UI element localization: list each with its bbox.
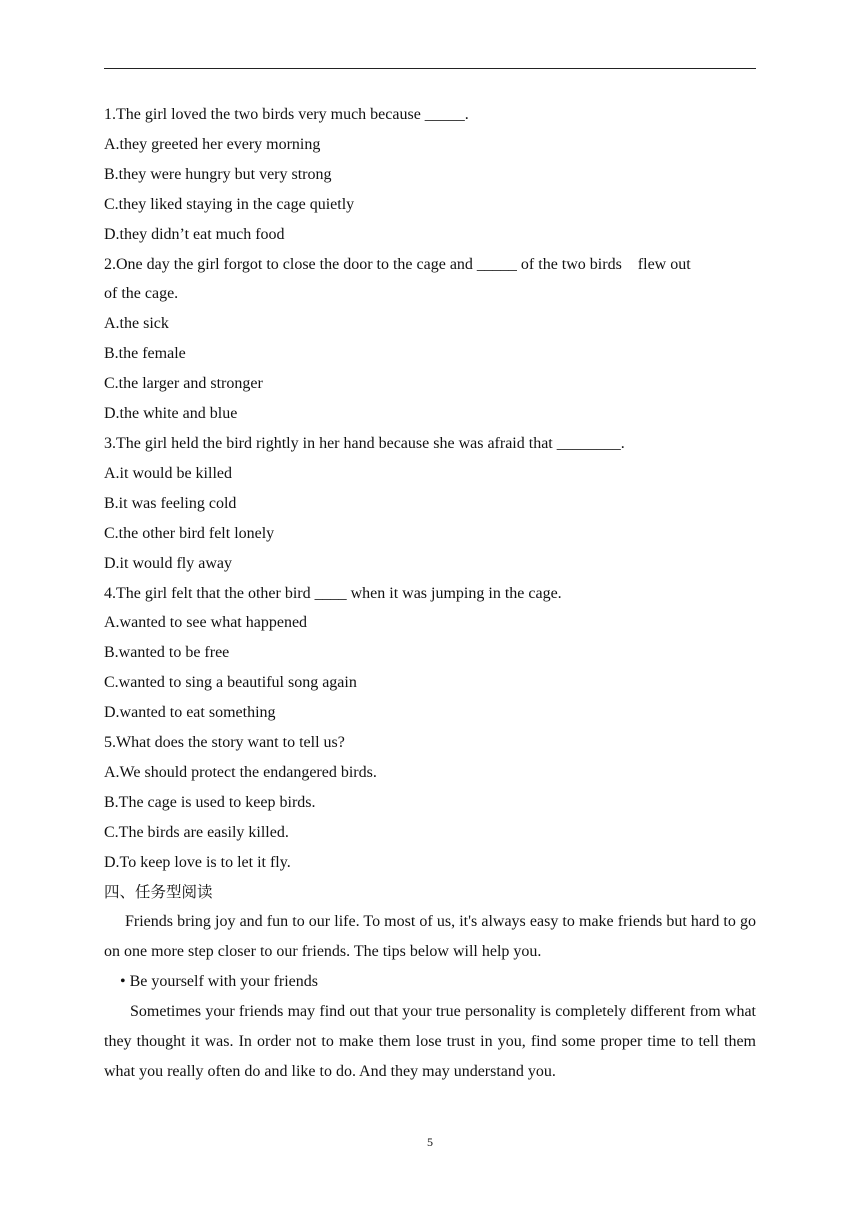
- question-1: [104, 100, 756, 250]
- option-d: D.it would fly away: [104, 554, 232, 572]
- question-stem-continued: of the cage.: [104, 285, 179, 303]
- option-d: D.they didn’t eat much food: [104, 225, 285, 243]
- question-stem: 3.The girl held the bird rightly in her hand because she was afraid that ________.: [104, 434, 625, 452]
- question-3: [104, 429, 756, 579]
- question-4: [104, 579, 756, 729]
- intro-paragraph: Friends bring joy and fun to our life. To most of us, it's always easy to make friends but hard to go on one more step closer to our friends. The tips below will help you.: [104, 913, 756, 961]
- option-d: D.wanted to eat something: [104, 704, 276, 722]
- question-5: [104, 728, 756, 878]
- document-body: [104, 100, 756, 1087]
- tip-paragraph: Sometimes your friends may find out that your true personality is completely different from what they thought it was. In order not to make them lose trust in you, find some proper time to tell them what you really often do and like to do. And they may understand you.: [104, 1003, 756, 1080]
- option-c: C.wanted to sing a beautiful song again: [104, 674, 357, 692]
- option-a: A.We should protect the endangered birds.: [104, 763, 377, 781]
- question-stem: 5.What does the story want to tell us?: [104, 734, 345, 752]
- question-stem: 4.The girl felt that the other bird ____ when it was jumping in the cage.: [104, 584, 562, 602]
- question-stem: 1.The girl loved the two birds very much because _____.: [104, 106, 469, 123]
- option-d: D.To keep love is to let it fly.: [104, 853, 291, 871]
- option-c: C.the other bird felt lonely: [104, 524, 275, 542]
- option-a: A.wanted to see what happened: [104, 614, 308, 632]
- question-2: [104, 250, 756, 429]
- section-heading: 四、任务型阅读: [104, 882, 213, 901]
- option-a: A.the sick: [104, 315, 169, 333]
- option-b: B.The cage is used to keep birds.: [104, 793, 316, 811]
- tip-title: • Be yourself with your friends: [120, 973, 319, 991]
- option-c: C.The birds are easily killed.: [104, 823, 289, 841]
- option-c: C.the larger and stronger: [104, 375, 263, 393]
- option-a: A.it would be killed: [104, 464, 232, 482]
- question-stem: 2.One day the girl forgot to close the door to the cage and _____ of the two birds flew out: [104, 255, 691, 273]
- option-d: D.the white and blue: [104, 405, 238, 423]
- option-b: B.they were hungry but very strong: [104, 165, 332, 183]
- option-a: A.they greeted her every morning: [104, 135, 321, 153]
- option-c: C.they liked staying in the cage quietly: [104, 195, 355, 213]
- header-rule: [104, 68, 756, 69]
- option-b: B.the female: [104, 345, 186, 363]
- option-b: B.it was feeling cold: [104, 494, 237, 512]
- option-b: B.wanted to be free: [104, 644, 230, 662]
- page-number: 5: [427, 1135, 433, 1149]
